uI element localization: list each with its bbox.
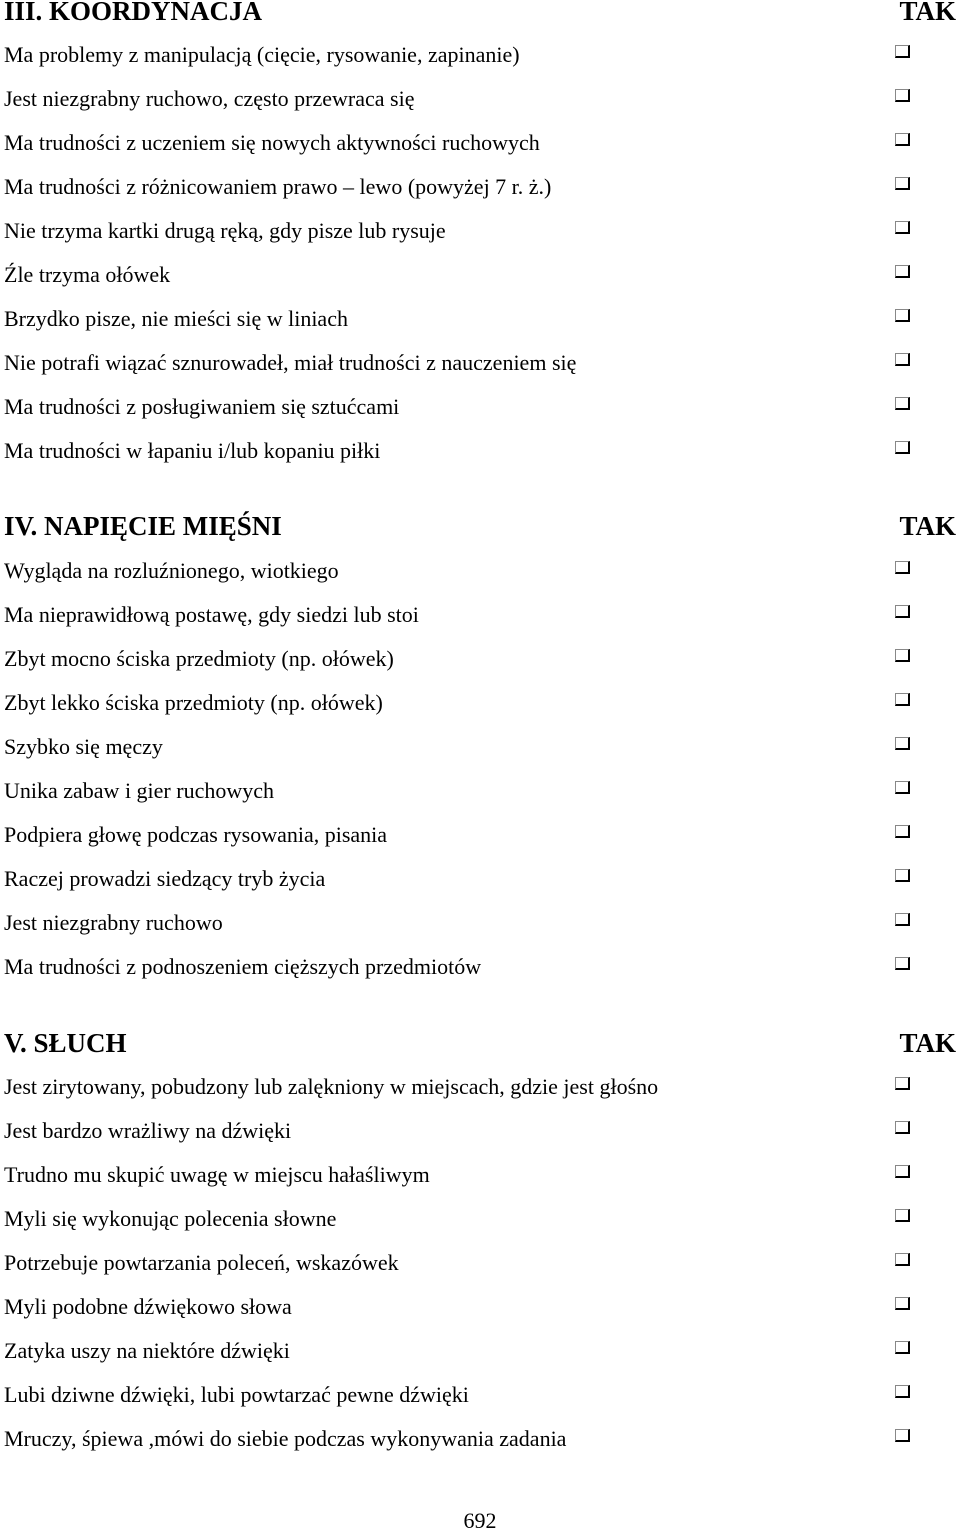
tak-checkbox[interactable] (895, 1077, 910, 1090)
item-label: Ma nieprawidłową postawę, gdy siedzi lub stoi (4, 602, 419, 627)
tak-checkbox[interactable] (895, 177, 910, 190)
checklist-row (4, 814, 956, 854)
item-label: Raczej prowadzi siedzący tryb życia (4, 866, 326, 891)
item-label: Jest zirytowany, pobudzony lub zalękniony w miejscach, gdzie jest głośno (4, 1074, 659, 1099)
tak-checkbox[interactable] (895, 1429, 910, 1442)
item-label: Jest niezgrabny ruchowo (4, 910, 223, 935)
item-label: Brzydko pisze, nie mieści się w liniach (4, 306, 348, 331)
checklist-row (4, 1330, 956, 1370)
tak-checkbox[interactable] (895, 89, 910, 102)
checklist-row (4, 726, 956, 766)
tak-checkbox[interactable] (895, 693, 910, 706)
checklist-row (4, 638, 956, 678)
section-header-coordination (4, 0, 956, 32)
item-label: Ma problemy z manipulacją (cięcie, rysowanie, zapinanie) (4, 42, 520, 67)
tak-checkbox[interactable] (895, 45, 910, 58)
item-label: Ma trudności w łapaniu i/lub kopaniu piłki (4, 438, 381, 463)
tak-checkbox[interactable] (895, 649, 910, 662)
checklist-row (4, 122, 956, 162)
checklist-row (4, 78, 956, 118)
checklist-row (4, 594, 956, 634)
tak-column-label: TAK (899, 0, 956, 26)
tak-checkbox[interactable] (895, 133, 910, 146)
item-label: Źle trzyma ołówek (4, 262, 171, 287)
checklist-row (4, 298, 956, 338)
item-label: Zatyka uszy na niektóre dźwięki (4, 1338, 290, 1363)
checklist-row (4, 1374, 956, 1414)
item-label: Ma trudności z podnoszeniem cięższych przedmiotów (4, 954, 482, 979)
checklist-row (4, 430, 956, 470)
tak-checkbox[interactable] (895, 1209, 910, 1222)
checklist-row (4, 342, 956, 382)
tak-checkbox[interactable] (895, 441, 910, 454)
tak-column-label: TAK (899, 1028, 956, 1058)
checklist-row (4, 770, 956, 810)
item-label: Podpiera głowę podczas rysowania, pisania (4, 822, 388, 847)
tak-checkbox[interactable] (895, 1297, 910, 1310)
checklist-row (4, 210, 956, 250)
checklist-row (4, 682, 956, 722)
tak-checkbox[interactable] (895, 737, 910, 750)
checklist-row (4, 1242, 956, 1282)
tak-checkbox[interactable] (895, 397, 910, 410)
checklist-row (4, 902, 956, 942)
tak-checkbox[interactable] (895, 825, 910, 838)
tak-checkbox[interactable] (895, 913, 910, 926)
item-label: Lubi dziwne dźwięki, lubi powtarzać pewne dźwięki (4, 1382, 469, 1407)
tak-checkbox[interactable] (895, 605, 910, 618)
tak-checkbox[interactable] (895, 265, 910, 278)
tak-checkbox[interactable] (895, 869, 910, 882)
tak-column-label: TAK (899, 511, 956, 541)
checklist-row (4, 1154, 956, 1194)
item-label: Ma trudności z różnicowaniem prawo – lewo (powyżej 7 r. ż.) (4, 174, 552, 199)
checklist-row (4, 386, 956, 426)
section-header-muscle-tone (4, 507, 956, 547)
checklist-row (4, 166, 956, 206)
tak-checkbox[interactable] (895, 561, 910, 574)
item-label: Nie potrafi wiązać sznurowadeł, miał trudności z nauczeniem się (4, 350, 577, 375)
item-label: Ma trudności z uczeniem się nowych aktywności ruchowych (4, 130, 540, 155)
item-label: Jest bardzo wrażliwy na dźwięki (4, 1118, 292, 1143)
item-label: Wygląda na rozluźnionego, wiotkiego (4, 558, 339, 583)
section-header-hearing (4, 1024, 956, 1064)
checklist-row (4, 550, 956, 590)
item-label: Nie trzyma kartki drugą ręką, gdy pisze lub rysuje (4, 218, 446, 243)
item-label: Jest niezgrabny ruchowo, często przewraca się (4, 86, 415, 111)
item-label: Szybko się męczy (4, 734, 163, 759)
tak-checkbox[interactable] (895, 781, 910, 794)
item-label: Potrzebuje powtarzania poleceń, wskazówek (4, 1250, 399, 1275)
item-label: Mruczy, śpiewa ,mówi do siebie podczas wykonywania zadania (4, 1426, 567, 1451)
tak-checkbox[interactable] (895, 221, 910, 234)
checklist-row (4, 254, 956, 294)
tak-checkbox[interactable] (895, 1253, 910, 1266)
tak-checkbox[interactable] (895, 1341, 910, 1354)
item-label: Trudno mu skupić uwagę w miejscu hałaśliwym (4, 1162, 430, 1187)
item-label: Myli podobne dźwiękowo słowa (4, 1294, 292, 1319)
section-title: IV. NAPIĘCIE MIĘŚNI (4, 511, 282, 541)
page-number: 692 (463, 1508, 497, 1533)
item-label: Myli się wykonując polecenia słowne (4, 1206, 337, 1231)
tak-checkbox[interactable] (895, 957, 910, 970)
tak-checkbox[interactable] (895, 1121, 910, 1134)
item-label: Zbyt lekko ściska przedmioty (np. ołówek) (4, 690, 383, 715)
tak-checkbox[interactable] (895, 309, 910, 322)
tak-checkbox[interactable] (895, 353, 910, 366)
checklist-row (4, 1066, 956, 1106)
section-title: V. SŁUCH (4, 1028, 127, 1058)
item-label: Ma trudności z posługiwaniem się sztućcami (4, 394, 400, 419)
tak-checkbox[interactable] (895, 1165, 910, 1178)
checklist-row (4, 1198, 956, 1238)
tak-checkbox[interactable] (895, 1385, 910, 1398)
checklist-row (4, 34, 956, 74)
item-label: Zbyt mocno ściska przedmioty (np. ołówek) (4, 646, 394, 671)
checklist-row (4, 1418, 956, 1458)
checklist-row (4, 858, 956, 898)
section-title: III. KOORDYNACJA (4, 0, 263, 26)
checklist-row (4, 1110, 956, 1150)
item-label: Unika zabaw i gier ruchowych (4, 778, 275, 803)
checklist-row (4, 1286, 956, 1326)
checklist-row (4, 946, 956, 986)
